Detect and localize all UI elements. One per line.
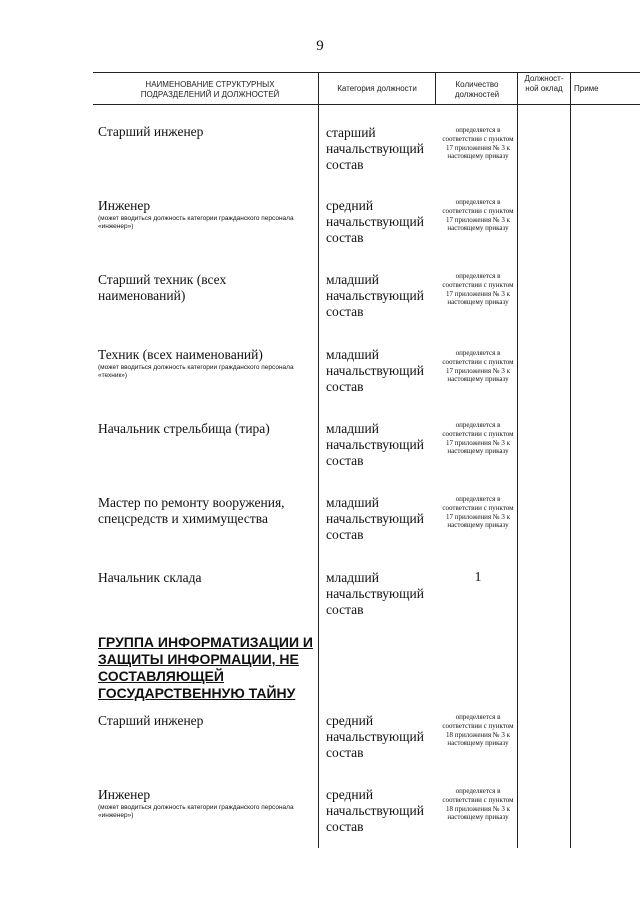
page-number: 9 (316, 38, 324, 54)
position-category: старший начальствующий состав (326, 125, 424, 172)
position-quantity: определяется в соответствии с пунктом 18 приложения № 3 к настоящему приказу (442, 713, 514, 748)
position-category: средний начальствующий состав (326, 713, 424, 760)
col-divider-3 (517, 72, 518, 848)
position-quantity: определяется в соответствии с пунктом 17 приложения № 3 к настоящему приказу (442, 126, 514, 161)
header-col-category: Категория должности (337, 84, 417, 93)
position-category: младший начальствующий состав (326, 570, 424, 617)
position-quantity: определяется в соответствии с пунктом 17 приложения № 3 к настоящему приказу (442, 495, 514, 530)
position-quantity: определяется в соответствии с пунктом 17 приложения № 3 к настоящему приказу (442, 198, 514, 233)
position-quantity: определяется в соответствии с пунктом 18 приложения № 3 к настоящему приказу (442, 787, 514, 822)
position-name: Старший техник (всех наименований) (98, 272, 227, 303)
header-col-note: Приме (574, 84, 599, 93)
position-name: Начальник склада (98, 570, 202, 585)
header-col-salary: Должност-ной оклад (524, 74, 564, 93)
position-name: Старший инженер (98, 124, 204, 139)
position-note: (может вводиться должность категории гражданского персонала «техник») (98, 364, 294, 379)
col-divider-2 (435, 72, 436, 104)
position-quantity: определяется в соответствии с пунктом 17 приложения № 3 к настоящему приказу (442, 272, 514, 307)
position-quantity: определяется в соответствии с пунктом 17 приложения № 3 к настоящему приказу (442, 349, 514, 384)
header-col-name: НАИМЕНОВАНИЕ СТРУКТУРНЫХ ПОДРАЗДЕЛЕНИЙ И ДОЛЖНОСТЕЙ (140, 80, 280, 99)
header-col-quantity: Количество должностей (454, 80, 500, 99)
position-note: (может вводиться должность категории гражданского персонала «инженер») (98, 215, 294, 230)
position-name: Начальник стрельбища (тира) (98, 421, 270, 436)
position-quantity: определяется в соответствии с пунктом 17 приложения № 3 к настоящему приказу (442, 421, 514, 456)
col-divider-4 (570, 72, 571, 848)
position-category: средний начальствующий состав (326, 198, 424, 245)
position-category: младший начальствующий состав (326, 421, 424, 468)
position-name: Техник (всех наименований) (может вводиться должность категории гражданского персонала «техник») (98, 347, 312, 380)
position-note: (может вводиться должность категории гражданского персонала «инженер») (98, 804, 294, 819)
position-name: Мастер по ремонту вооружения, спецсредств и химимущества (98, 495, 285, 526)
header-bottom-rule (93, 104, 640, 105)
col-divider-1 (318, 72, 319, 848)
position-category: младший начальствующий состав (326, 495, 424, 542)
group-heading: ГРУППА ИНФОРМАТИЗАЦИИ И ЗАЩИТЫ ИНФОРМАЦИИ, НЕ СОСТАВЛЯЮЩЕЙ ГОСУДАРСТВЕННУЮ ТАЙНУ (98, 634, 313, 701)
position-name: Инженер (может вводиться должность категории гражданского персонала «инженер») (98, 198, 312, 231)
position-quantity: 1 (474, 570, 482, 585)
position-category: младший начальствующий состав (326, 272, 424, 319)
position-name: Инженер (может вводиться должность категории гражданского персонала «инженер») (98, 787, 312, 820)
position-name: Старший инженер (98, 713, 204, 728)
table-top-rule (93, 72, 640, 73)
position-category: младший начальствующий состав (326, 347, 424, 394)
position-category: средний начальствующий состав (326, 787, 424, 834)
